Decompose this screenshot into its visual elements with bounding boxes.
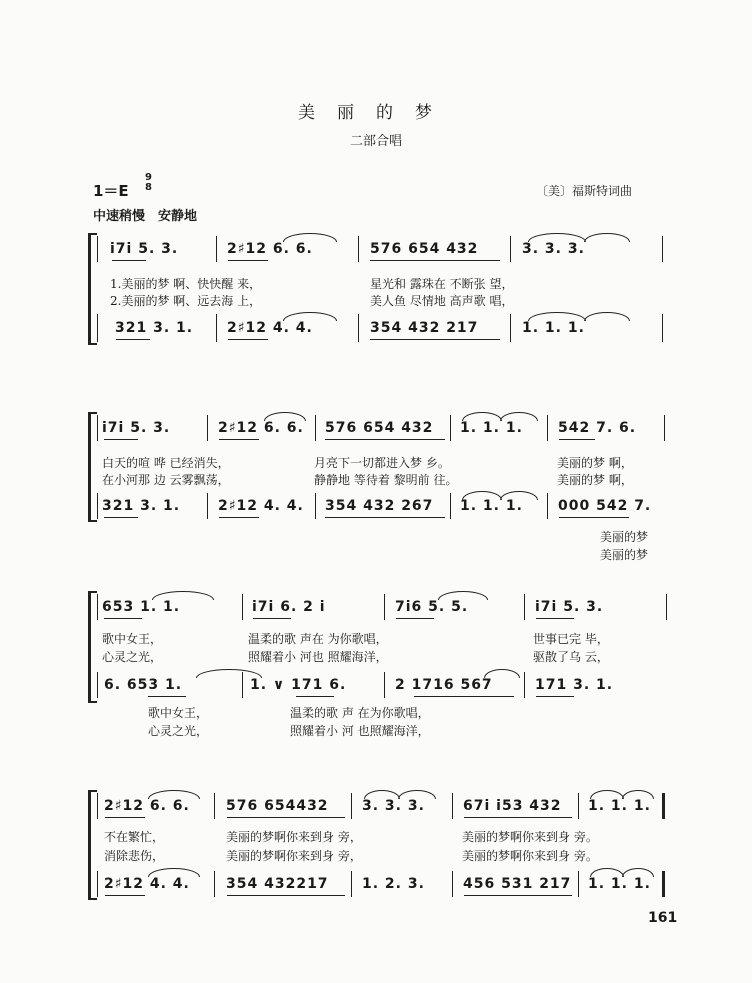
- lyric-verse1: 美丽的梦啊你来到身 旁。: [462, 830, 598, 844]
- barline: [578, 793, 579, 819]
- beam: [148, 696, 186, 697]
- tie: [398, 790, 436, 799]
- tie: [528, 233, 586, 242]
- lyric-verse1: 白天的喧 哗 已经消失，: [102, 456, 230, 470]
- barline: [358, 314, 359, 342]
- measure: i7i 5. 3.: [535, 599, 604, 615]
- barline: [315, 493, 316, 519]
- measure: 1. ∨ 171 6.: [250, 677, 347, 693]
- beam: [112, 260, 146, 261]
- barline: [666, 594, 667, 620]
- system-bracket: [88, 412, 91, 522]
- barline: [216, 236, 217, 262]
- barline: [524, 672, 525, 698]
- measure: 576 654 432: [370, 241, 479, 257]
- bracket-bottom: [88, 701, 97, 703]
- barline: [97, 493, 98, 519]
- beam: [228, 260, 268, 261]
- beam: [370, 339, 500, 340]
- bracket-top: [88, 233, 97, 235]
- beam: [414, 696, 514, 697]
- lyric-verse2: 美人鱼 尽情地 高声歌 唱，: [370, 294, 514, 308]
- beam: [464, 817, 572, 818]
- measure: 2♯12 6. 6.: [218, 420, 304, 436]
- time-signature: [145, 173, 152, 193]
- lyric-verse2: 心灵之光，: [102, 650, 163, 664]
- tie: [500, 412, 538, 421]
- barline: [351, 871, 352, 897]
- measure: 1. 1. 1.: [460, 420, 523, 436]
- composer-credit: 〔美〕福斯特词曲: [536, 184, 633, 198]
- measure: 67i i53 432: [463, 798, 562, 814]
- tie: [283, 312, 337, 321]
- beam: [464, 895, 572, 896]
- beam: [370, 260, 500, 261]
- beam: [104, 517, 138, 518]
- lyric-verse2: 静静地 等待着 黎明前 往。: [314, 473, 458, 487]
- beam: [104, 618, 142, 619]
- beam: [219, 439, 259, 440]
- barline: [216, 314, 217, 342]
- tie: [462, 491, 502, 500]
- beam: [116, 339, 150, 340]
- barline: [524, 594, 525, 620]
- lower-lyric-verse1: 温柔的歌 声 在为你歌唱，: [290, 706, 430, 720]
- system-bracket: [88, 233, 91, 345]
- lyric-verse1: 不在繁忙，: [104, 830, 165, 844]
- measure: 1. 1. 1.: [522, 320, 585, 336]
- measure: 542 7. 6.: [558, 420, 637, 436]
- barline: [97, 871, 98, 897]
- barline: [384, 594, 385, 620]
- measure: 2 1716 567: [395, 677, 493, 693]
- barline: [452, 871, 453, 897]
- tempo-marking: 中速稍慢 安静地: [93, 209, 198, 224]
- measure: 3. 3. 3.: [362, 798, 425, 814]
- lyric-verse1: 1.美丽的梦 啊、快快醒 来，: [110, 277, 262, 291]
- lyric-verse2: 在小河那 边 云雾飘荡，: [102, 473, 230, 487]
- barline: [358, 236, 359, 262]
- barline: [97, 236, 98, 262]
- beam: [105, 895, 145, 896]
- tie: [462, 412, 502, 421]
- beam: [325, 517, 445, 518]
- tie: [196, 669, 262, 678]
- time-signature-bottom: 8: [145, 182, 152, 193]
- lyric-verse2: 驱散了乌 云，: [533, 650, 609, 664]
- lyric-verse2: 消除悲伤，: [104, 849, 165, 863]
- barline: [384, 672, 385, 698]
- barline: [351, 793, 352, 819]
- measure: 354 432 267: [325, 498, 434, 514]
- measure: 576 654432: [226, 798, 329, 814]
- measure: i7i 6. 2 i: [252, 599, 326, 615]
- lyric-verse2: 美丽的梦啊你来到身 旁，: [226, 849, 362, 863]
- lyric-verse1: 世事已完 毕，: [533, 632, 609, 646]
- barline: [664, 415, 665, 441]
- lower-lyric-verse2: 照耀着小 河 也照耀海洋，: [290, 724, 430, 738]
- beam: [296, 696, 334, 697]
- final-barline: [662, 871, 665, 897]
- lyric-verse1: 星光和 露珠在 不断张 望，: [370, 277, 514, 291]
- tie: [148, 790, 200, 799]
- measure: 2♯12 6. 6.: [104, 798, 190, 814]
- barline: [662, 236, 663, 262]
- lyric-verse2: 2.美丽的梦 啊、远去海 上，: [110, 294, 262, 308]
- bracket-top: [88, 591, 97, 593]
- bracket-top: [88, 412, 97, 414]
- lyric-verse2: 美丽的梦啊你来到身 旁。: [462, 849, 598, 863]
- beam: [105, 817, 145, 818]
- beam: [227, 817, 345, 818]
- barline: [97, 672, 98, 698]
- bracket-bottom: [88, 520, 97, 522]
- tie: [590, 868, 624, 877]
- tie: [500, 491, 538, 500]
- barline: [547, 493, 548, 519]
- barline: [214, 793, 215, 819]
- barline: [450, 415, 451, 441]
- barline: [662, 314, 663, 342]
- lyric-verse1: 美丽的梦啊你来到身 旁，: [226, 830, 362, 844]
- measure: i7i 5. 3.: [102, 420, 171, 436]
- final-barline: [662, 793, 665, 819]
- measure: 2♯12 4. 4.: [218, 498, 304, 514]
- tie: [264, 412, 306, 421]
- measure: 7i6 5. 5.: [395, 599, 469, 615]
- song-subtitle: 二部合唱: [349, 134, 402, 149]
- tie: [622, 868, 654, 877]
- measure: 1. 2. 3.: [362, 876, 425, 892]
- bracket-bottom: [88, 898, 97, 900]
- barline: [547, 415, 548, 441]
- measure: 2♯12 6. 6.: [227, 241, 313, 257]
- tie: [590, 790, 624, 799]
- lyric-verse1: 月亮下一切都进入梦 乡。: [314, 456, 450, 470]
- barline: [97, 594, 98, 620]
- tie: [622, 790, 654, 799]
- barline: [510, 314, 511, 342]
- page-number: 161: [648, 910, 678, 926]
- barline: [242, 594, 243, 620]
- tie: [584, 312, 630, 321]
- tie: [484, 669, 520, 678]
- measure: 1. 1. 1.: [588, 798, 651, 814]
- measure: i7i 5. 3.: [110, 241, 179, 257]
- beam: [104, 439, 138, 440]
- lower-extra-lyric: 美丽的梦: [600, 530, 649, 544]
- barline: [207, 415, 208, 441]
- barline: [452, 793, 453, 819]
- bracket-top: [88, 790, 97, 792]
- beam: [559, 439, 595, 440]
- lyric-verse2: 照耀着小 河也 照耀海洋，: [248, 650, 388, 664]
- measure: 456 531 217: [463, 876, 572, 892]
- system-bracket: [88, 790, 91, 900]
- measure: 653 1. 1.: [102, 599, 181, 615]
- beam: [536, 618, 574, 619]
- tie: [364, 790, 400, 799]
- measure: 000 542 7.: [558, 498, 652, 514]
- measure: 3. 3. 3.: [522, 241, 585, 257]
- measure: 354 432 217: [370, 320, 479, 336]
- tie: [528, 312, 586, 321]
- beam: [228, 339, 268, 340]
- lower-lyric-verse2: 心灵之光，: [148, 724, 209, 738]
- measure: 1. 1. 1.: [460, 498, 523, 514]
- measure: 321 3. 1.: [115, 320, 194, 336]
- lower-lyric-verse1: 歌中女王，: [148, 706, 209, 720]
- barline: [510, 236, 511, 262]
- measure: 576 654 432: [325, 420, 434, 436]
- barline: [97, 793, 98, 819]
- tie: [283, 233, 337, 242]
- barline: [315, 415, 316, 441]
- song-title: 美丽的梦: [298, 103, 454, 123]
- lyric-verse2: 美丽的梦 啊，: [557, 473, 633, 487]
- beam: [219, 517, 259, 518]
- lyric-verse1: 温柔的歌 声在 为你歌唱，: [248, 632, 388, 646]
- barline: [207, 493, 208, 519]
- time-signature-top: 9: [145, 172, 152, 183]
- tie: [584, 233, 630, 242]
- measure: 6. 653 1.: [104, 677, 183, 693]
- beam: [325, 439, 445, 440]
- tie: [152, 591, 214, 600]
- lyric-verse1: 美丽的梦 啊，: [557, 456, 633, 470]
- measure: 354 432217: [226, 876, 329, 892]
- beam: [559, 517, 629, 518]
- barline: [450, 493, 451, 519]
- tie: [148, 868, 200, 877]
- beam: [396, 618, 434, 619]
- barline: [578, 871, 579, 897]
- tie: [438, 591, 488, 600]
- beam: [253, 618, 291, 619]
- key-signature: 1＝E: [93, 182, 129, 200]
- measure: 2♯12 4. 4.: [227, 320, 313, 336]
- barline: [97, 314, 98, 342]
- measure: 2♯12 4. 4.: [104, 876, 190, 892]
- measure: 321 3. 1.: [102, 498, 181, 514]
- measure: 171 3. 1.: [535, 677, 614, 693]
- lyric-verse1: 歌中女王，: [102, 632, 163, 646]
- beam: [227, 895, 345, 896]
- lower-extra-lyric: 美丽的梦: [600, 548, 649, 562]
- measure: 1. 1. 1.: [588, 876, 651, 892]
- beam: [536, 696, 574, 697]
- bracket-bottom: [88, 343, 97, 345]
- barline: [97, 415, 98, 441]
- barline: [214, 871, 215, 897]
- system-bracket: [88, 591, 91, 703]
